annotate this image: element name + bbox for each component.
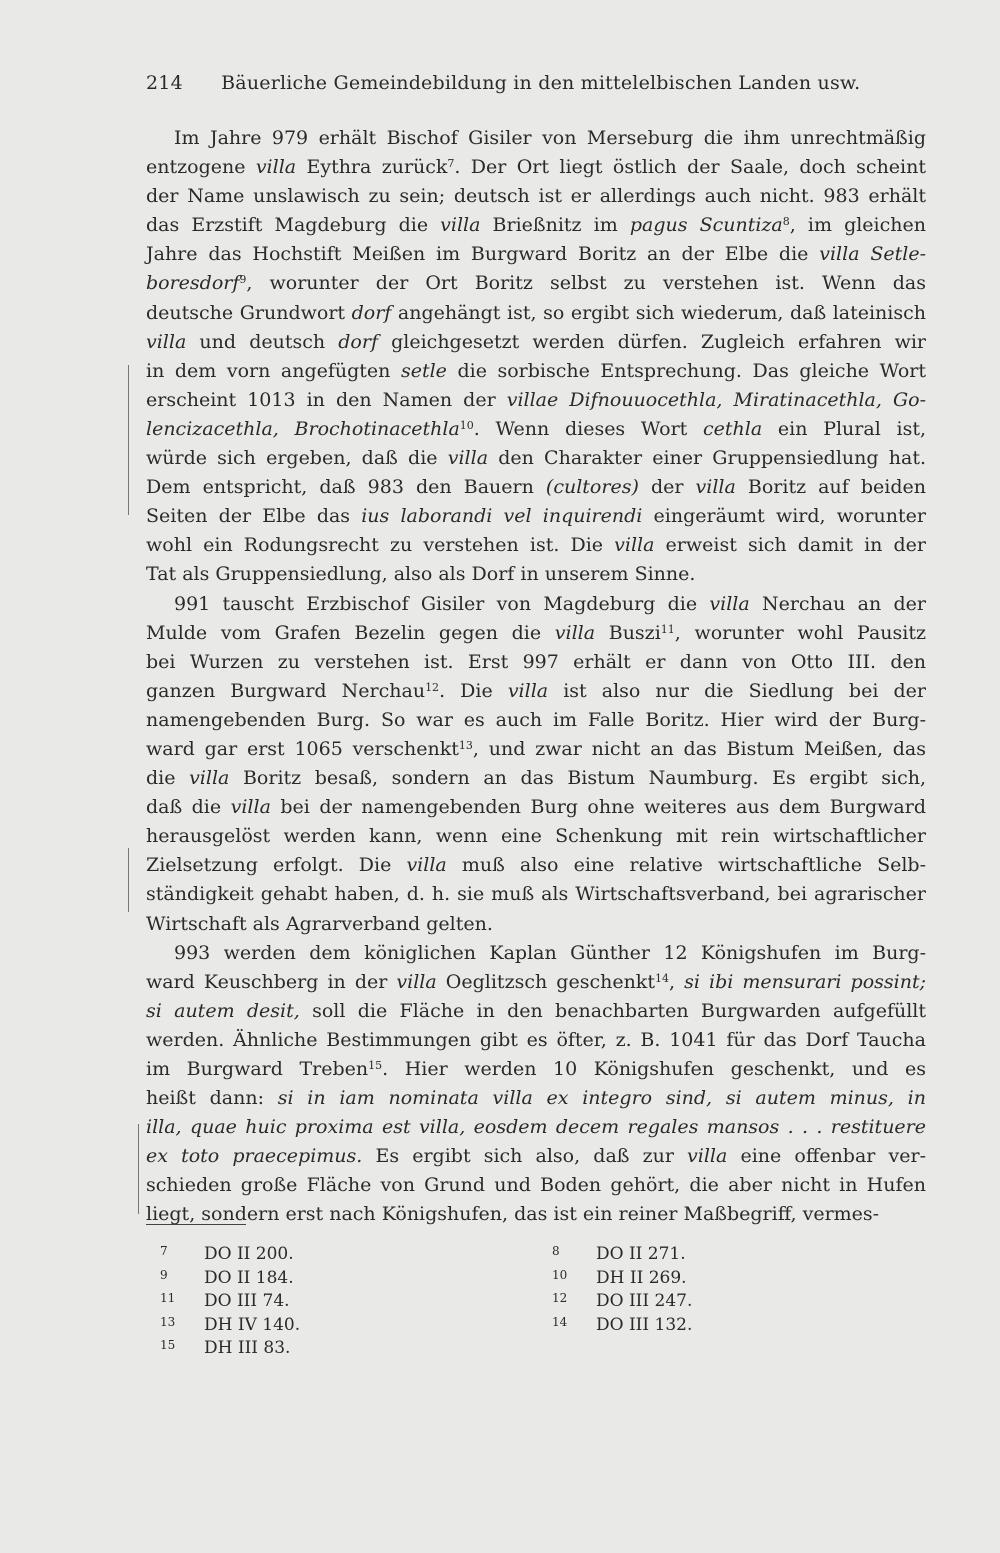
- running-title: Bäuerliche Gemeindebildung in den mittelelbischen Landen usw.: [221, 72, 861, 94]
- text-run: . Die: [439, 679, 508, 702]
- text-run: Nerchau an der: [749, 592, 926, 615]
- text-run: villa Setle-: [819, 243, 927, 266]
- footnote-ref: 10: [459, 418, 474, 432]
- text-run: , worunter der Ort Boritz selbst zu verstehen ist. Wenn das: [246, 272, 926, 295]
- text-line: [146, 211, 926, 240]
- text-line: [146, 502, 926, 531]
- text-run: villa: [230, 796, 271, 819]
- text-run: Dem entspricht, daß 983 den Bauern: [146, 476, 546, 499]
- footnote-ref: 14: [654, 971, 669, 985]
- text-run: villa: [447, 447, 489, 470]
- text-run: Boritz besaß, sondern an das Bistum Naumburg. Es ergibt sich,: [229, 767, 926, 790]
- text-run: die: [146, 767, 190, 790]
- text-run: bei der namengebenden Burg ohne weiteres aus dem Burgward: [270, 796, 926, 819]
- text-run: ward Keuschberg in der: [146, 970, 397, 993]
- margin-mark: [138, 1124, 139, 1214]
- text-line: [146, 1113, 926, 1142]
- text-line: [146, 706, 926, 735]
- footnote-text: DO II 200.: [204, 1244, 294, 1264]
- text-run: Buszi: [595, 621, 661, 644]
- footnote-number: 12: [552, 1291, 568, 1305]
- text-line: [146, 764, 926, 793]
- footnote: [160, 1334, 290, 1361]
- text-run: , worunter wohl Pausitz: [674, 621, 926, 644]
- text-run: deutsche Grundwort: [146, 301, 352, 324]
- text-line: [146, 822, 926, 851]
- text-line: [146, 415, 926, 444]
- text-run: Jahre das Hochstift Meißen im Burgward Boritz an der Elbe die: [146, 243, 820, 266]
- footnote-number: 13: [160, 1314, 176, 1329]
- text-run: im Burgward Treben: [146, 1058, 369, 1080]
- text-line: [146, 1055, 926, 1084]
- text-run: herausgelöst werden kann, wenn eine Schenkung mit rein wirtschaftlicher: [146, 825, 926, 848]
- footnote-ref: 13: [458, 738, 473, 752]
- text-line: [146, 880, 926, 909]
- text-run: villa: [507, 679, 549, 702]
- text-run: villa: [709, 592, 750, 615]
- text-line: [146, 1200, 926, 1229]
- footnote-ref: 11: [660, 622, 675, 636]
- footnote-text: DO III 74.: [204, 1291, 290, 1311]
- footnote-number: 11: [160, 1291, 176, 1305]
- text-run: . Hier werden 10 Königshufen geschenkt, und es: [382, 1058, 926, 1080]
- text-run: werden. Ähnliche Bestimmungen gibt es öfter, z. B. 1041 für das Dorf Taucha: [146, 1028, 926, 1051]
- text-run: setle: [400, 359, 447, 382]
- text-line: [146, 851, 926, 880]
- text-run: si in iam nominata villa ex integro sind, si autem minus, in: [277, 1087, 926, 1110]
- text-line: [146, 997, 926, 1026]
- text-run: si autem desit,: [146, 999, 300, 1022]
- text-line: [146, 531, 926, 560]
- text-line: [146, 473, 926, 502]
- text-run: ganzen Burgward Nerchau: [146, 679, 426, 702]
- text-run: Zielsetzung erfolgt. Die: [146, 854, 407, 877]
- text-line: [146, 910, 926, 939]
- running-header: [146, 72, 926, 94]
- text-run: villa: [406, 854, 447, 877]
- margin-mark: [128, 848, 129, 912]
- page-number: 214: [146, 72, 183, 94]
- text-run: 993 werden dem königlichen Kaplan Günther 12 Königshufen im Burg-: [174, 941, 926, 964]
- text-line: [146, 386, 926, 415]
- text-run: muß also eine relative wirtschaftliche Selb-: [446, 854, 926, 877]
- text-run: und deutsch: [186, 330, 339, 353]
- text-line: [146, 793, 926, 822]
- footnote-ref: 8: [782, 215, 790, 229]
- text-run: ist also nur die Siedlung bei der: [548, 679, 926, 702]
- text-run: ein Plural ist,: [762, 417, 927, 440]
- text-run: villa: [189, 767, 230, 790]
- text-run: erweist sich damit in der: [654, 534, 926, 557]
- footnote-ref: 12: [425, 680, 440, 694]
- text-run: Brießnitz im: [480, 214, 630, 237]
- text-run: , im gleichen: [789, 214, 926, 237]
- text-run: , und zwar nicht an das Bistum Meißen, das: [472, 737, 927, 760]
- text-line: [146, 124, 926, 153]
- text-run: villa: [396, 970, 437, 993]
- footnote-text: DO III 247.: [596, 1291, 693, 1311]
- footnote-number: 8: [552, 1244, 560, 1258]
- text-run: Im Jahre 979 erhält Bischof Gisiler von Merseburg die ihm unrechtmäßig: [174, 127, 926, 149]
- text-run: der Name unslawisch zu sein; deutsch ist er allerdings auch nicht. 983 erhält: [146, 185, 926, 208]
- text-run: daß die: [146, 796, 231, 819]
- text-run: Mulde vom Grafen Bezelin gegen die: [146, 621, 555, 644]
- text-run: Wirtschaft als Agrarverband gelten.: [146, 912, 493, 935]
- text-run: wohl ein Rodungsrecht zu verstehen ist. Die: [146, 534, 615, 557]
- text-run: würde sich ergeben, daß die: [146, 447, 448, 470]
- text-run: lencizacethla, Brochotinacethla: [146, 417, 460, 440]
- paragraph: [146, 939, 926, 1230]
- paragraph: [146, 124, 926, 590]
- text-run: villa: [695, 476, 736, 499]
- text-run: bei Wurzen zu verstehen ist. Erst 997 erhält er dann von Otto III. den: [146, 650, 926, 673]
- text-line: [146, 444, 926, 473]
- text-run: ward gar erst 1065 verschenkt: [146, 737, 459, 760]
- text-line: [146, 677, 926, 706]
- text-run: dorf: [338, 330, 378, 353]
- footnote-number: 14: [552, 1314, 568, 1329]
- text-run: villa: [255, 156, 297, 179]
- text-line: [146, 153, 926, 182]
- text-run: entzogene: [146, 156, 256, 179]
- main-text: [146, 124, 926, 1230]
- margin-mark: [128, 365, 129, 515]
- footnote-text: DO III 132.: [596, 1314, 693, 1335]
- footnote-number: 9: [160, 1267, 168, 1282]
- text-run: . Der Ort liegt östlich der Saale, doch scheint: [454, 156, 926, 179]
- text-line: [146, 240, 926, 269]
- footnote: [552, 1311, 692, 1338]
- footnote-text: DH III 83.: [204, 1338, 291, 1358]
- text-run: ständigkeit gehabt haben, d. h. sie muß als Wirtschaftsverband, bei agrarischer: [146, 883, 926, 906]
- text-run: gleichgesetzt werden dürfen. Zugleich erfahren wir: [377, 330, 926, 353]
- text-run: Tat als Gruppensiedlung, also als Dorf in unserem Sinne.: [146, 563, 696, 586]
- text-run: die sorbische Entsprechung. Das gleiche Wort: [446, 359, 927, 382]
- text-run: angehängt ist, so ergibt sich wiederum, daß lateinisch: [391, 301, 926, 324]
- text-line: [146, 269, 926, 298]
- text-line: [146, 299, 926, 328]
- text-run: Boritz auf beiden: [735, 476, 926, 499]
- text-run: eingeräumt wird, worunter: [642, 505, 926, 528]
- text-run: ius laborandi vel inquirendi: [361, 505, 643, 528]
- text-run: eine offenbar ver-: [727, 1145, 926, 1168]
- text-run: der: [638, 476, 696, 499]
- text-line: [146, 1084, 926, 1113]
- text-run: erscheint 1013 in den Namen der: [146, 388, 507, 411]
- paragraph: [146, 590, 926, 939]
- text-line: [146, 619, 926, 648]
- footnote-ref: 15: [368, 1059, 383, 1072]
- footnote-text: DO II 271.: [596, 1244, 686, 1264]
- footnote-number: 7: [160, 1244, 168, 1258]
- footnote-text: DH II 269.: [596, 1267, 687, 1288]
- text-run: liegt, sondern erst nach Königshufen, das ist ein reiner Maßbegriff, vermes-: [146, 1203, 880, 1226]
- text-run: schieden große Fläche von Grund und Boden gehört, die aber nicht in Hufen: [146, 1174, 926, 1197]
- text-run: ,: [668, 970, 685, 993]
- text-run: illa, quae huic proxima est villa, eosdem decem regales mansos . . . restituere: [146, 1116, 926, 1139]
- footnote-divider: [146, 1224, 246, 1225]
- text-line: [146, 1171, 926, 1200]
- text-line: [146, 939, 926, 968]
- text-run: si ibi mensurari possint;: [684, 970, 926, 993]
- footnote-ref: 9: [239, 273, 247, 287]
- text-run: das Erzstift Magdeburg die: [146, 214, 441, 237]
- text-line: [146, 1026, 926, 1055]
- text-run: villae Difnouuocethla, Miratinacethla, Go-: [506, 388, 926, 411]
- text-line: [146, 1142, 926, 1171]
- text-run: cethla: [703, 417, 763, 440]
- text-run: Es ergibt sich also, daß zur: [362, 1145, 688, 1168]
- text-run: in dem vorn angefügten: [146, 359, 401, 382]
- text-line: [146, 560, 926, 589]
- text-line: [146, 968, 926, 997]
- text-run: dorf: [351, 301, 392, 324]
- text-line: [146, 357, 926, 386]
- text-run: soll die Fläche in den benachbarten Burgwarden aufgefüllt: [299, 999, 927, 1022]
- footnote-number: 15: [160, 1338, 176, 1352]
- footnote-text: DO II 184.: [204, 1267, 294, 1288]
- text-run: . Wenn dieses Wort: [473, 417, 704, 440]
- text-run: heißt dann:: [146, 1087, 278, 1110]
- text-line: [146, 648, 926, 677]
- text-line: [146, 590, 926, 619]
- text-run: villa: [440, 214, 481, 237]
- text-run: Seiten der Elbe das: [146, 505, 362, 528]
- footnote-number: 10: [552, 1267, 568, 1282]
- text-run: 991 tauscht Erzbischof Gisiler von Magdeburg die: [174, 592, 710, 615]
- footnote-ref: 7: [447, 157, 455, 171]
- text-line: [146, 182, 926, 211]
- text-run: villa: [614, 534, 655, 557]
- text-run: Oeglitzsch geschenkt: [436, 970, 655, 993]
- text-run: namengebenden Burg. So war es auch im Falle Boritz. Hier wird der Burg-: [146, 708, 926, 731]
- footnote-text: DH IV 140.: [204, 1314, 301, 1335]
- text-run: ex toto praecepimus.: [146, 1145, 363, 1168]
- text-run: villa: [554, 621, 596, 644]
- text-run: villa: [687, 1145, 728, 1168]
- text-line: [146, 328, 926, 357]
- text-run: (cultores): [545, 476, 639, 499]
- text-run: den Charakter einer Gruppensiedlung hat.: [488, 447, 926, 470]
- text-run: villa: [146, 330, 187, 353]
- text-run: pagus Scuntiza: [629, 214, 783, 237]
- text-run: Eythra zurück: [296, 156, 448, 179]
- text-line: [146, 735, 926, 764]
- text-run: boresdorf: [146, 272, 240, 295]
